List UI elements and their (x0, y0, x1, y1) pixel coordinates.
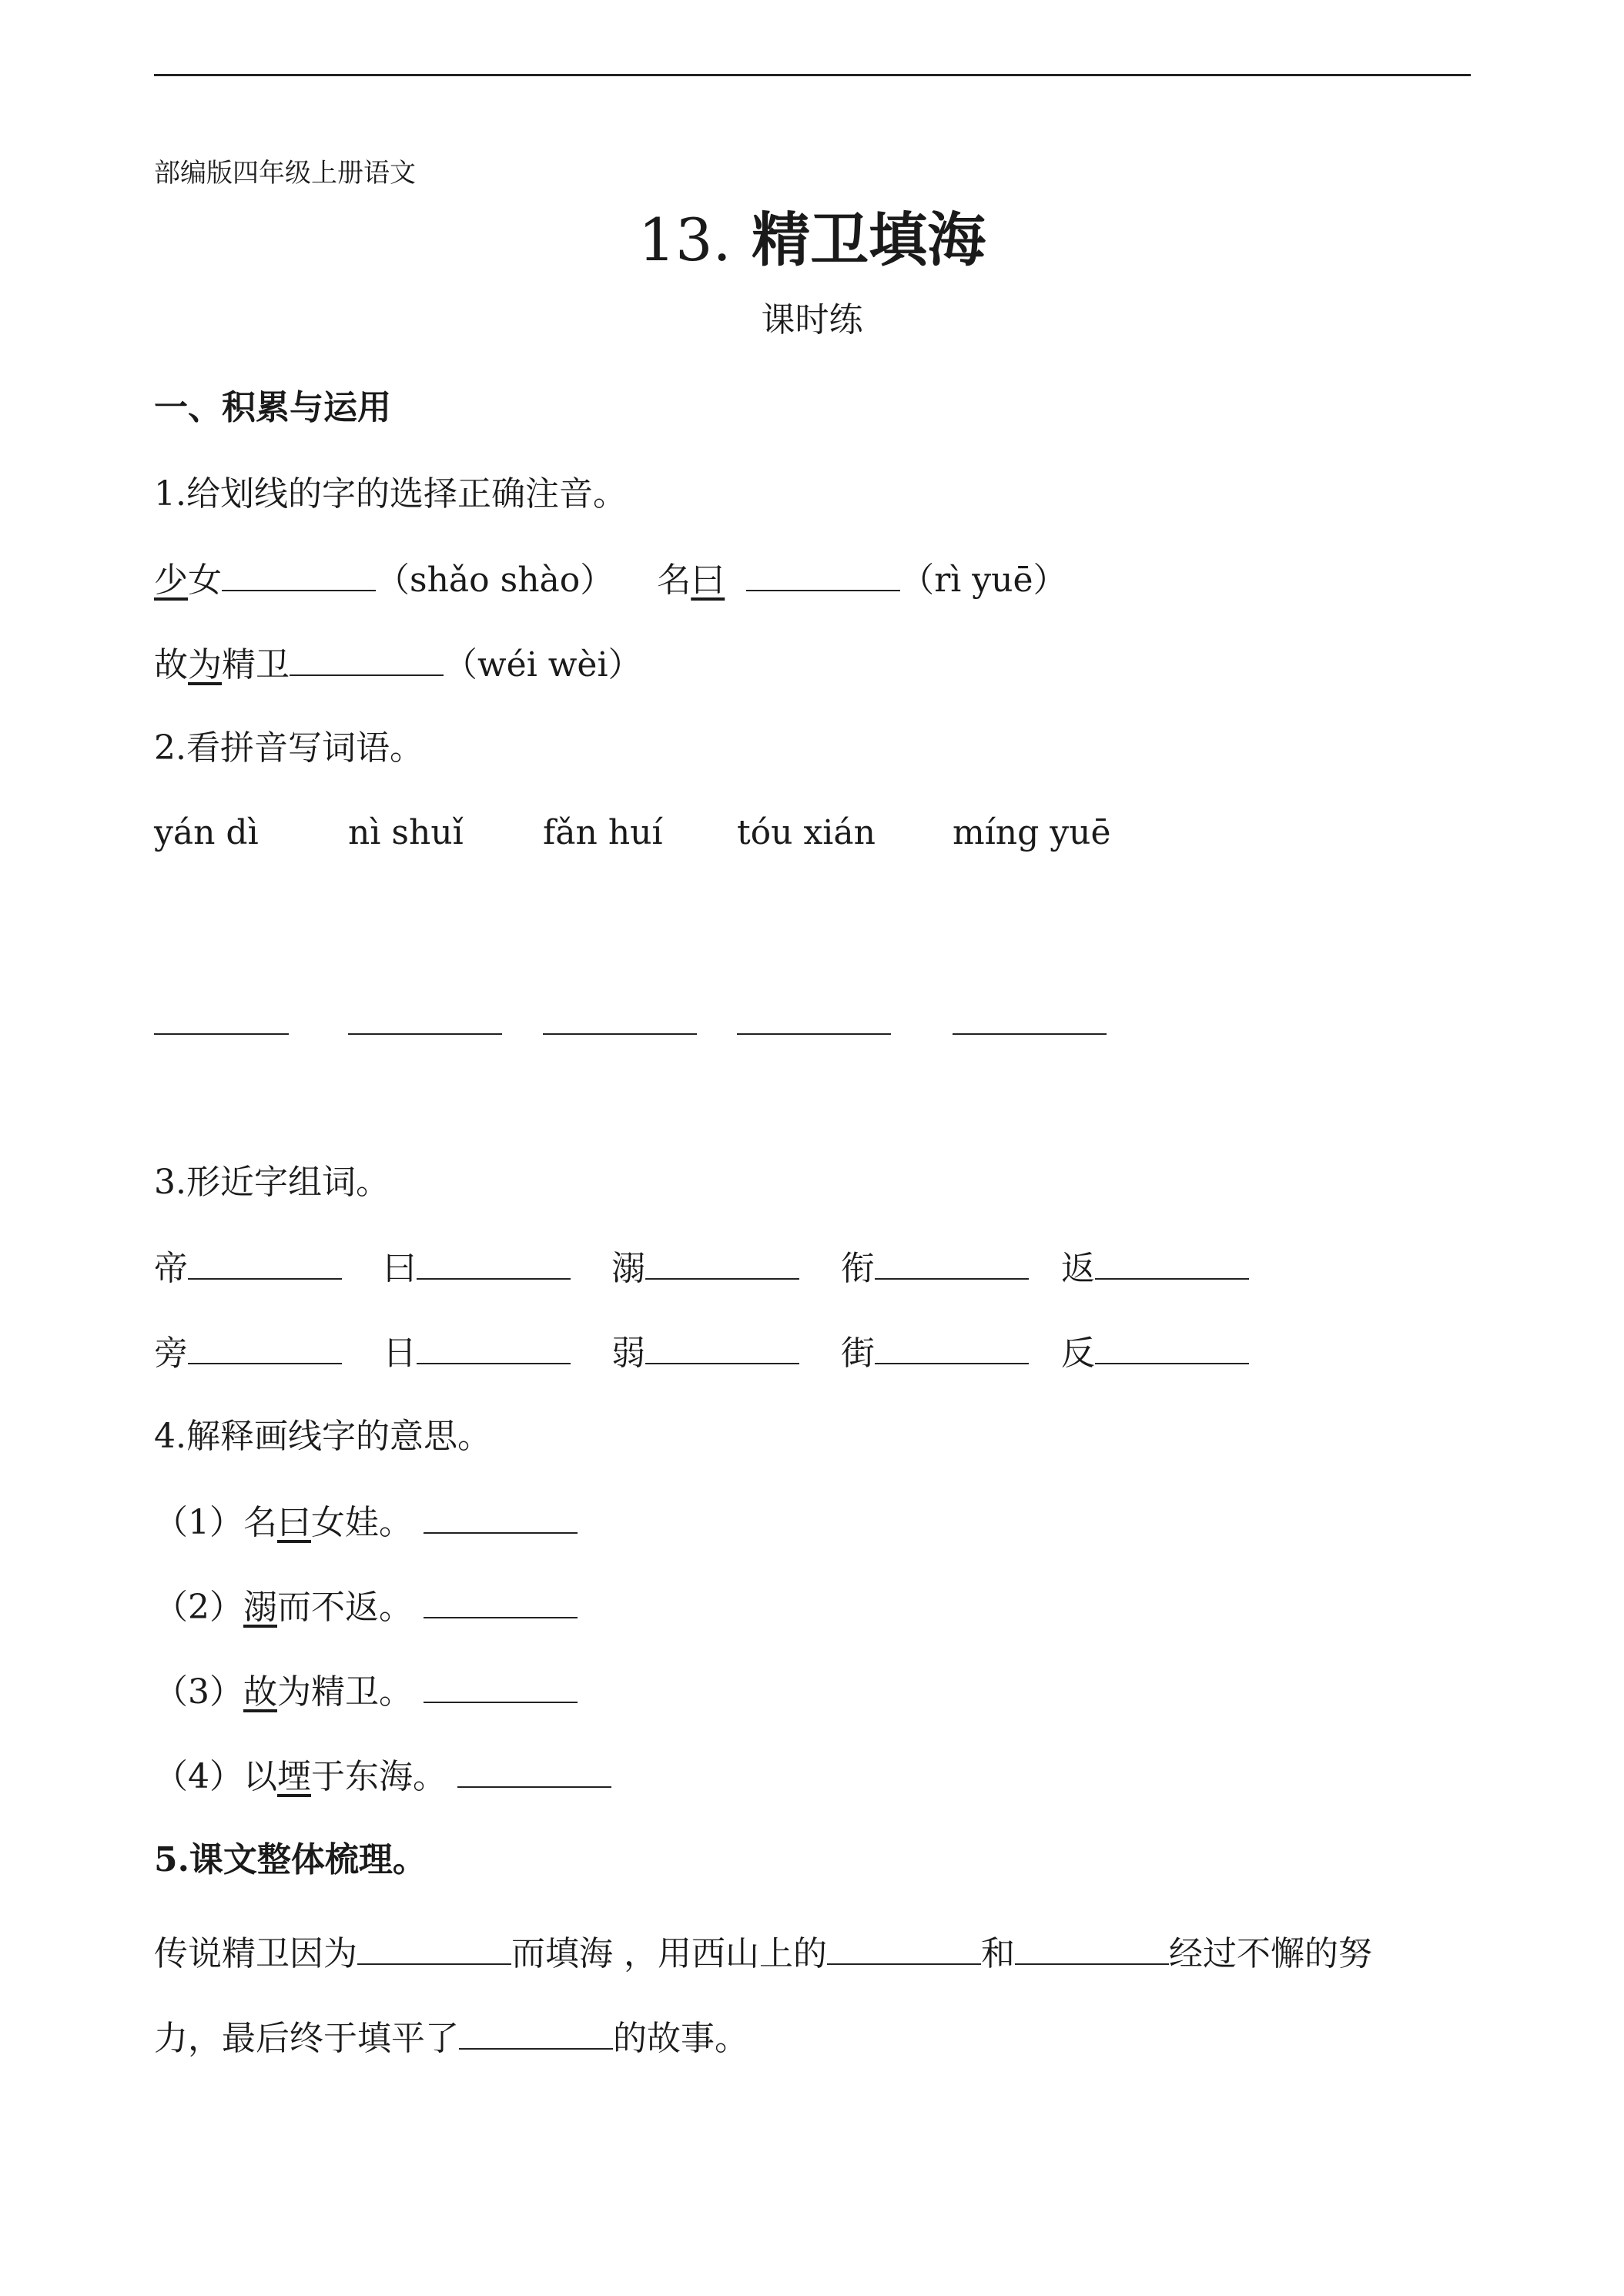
q1-options: （wéi wèi） (444, 645, 642, 684)
q1-item-pre: 故 (154, 645, 188, 684)
q3-pair (841, 1244, 1029, 1292)
q4-item (154, 1583, 578, 1631)
q5-line1 (154, 1930, 1372, 1977)
word-answer-line[interactable] (737, 1032, 891, 1035)
answer-blank[interactable] (424, 1583, 578, 1618)
q4-num: （3） (154, 1672, 243, 1712)
q3-pair (383, 1329, 571, 1377)
underlined-char: 曰 (691, 561, 725, 600)
q3-char: 衔 (841, 1249, 875, 1288)
answer-blank[interactable] (290, 641, 444, 676)
q5-seg: 和 (981, 1934, 1015, 1973)
q2-prompt: 2.看拼音写词语。 (154, 728, 424, 768)
answer-blank[interactable] (875, 1329, 1029, 1364)
underlined-char: 曰 (277, 1503, 311, 1542)
pinyin-item: yán dì (154, 813, 259, 852)
q1-options: （rì yuē） (900, 561, 1067, 600)
underlined-char: 溺 (243, 1588, 277, 1627)
q1-row2 (154, 641, 642, 688)
answer-blank[interactable] (746, 556, 900, 591)
q3-pair (611, 1244, 799, 1292)
q3-pair (154, 1244, 342, 1292)
answer-blank[interactable] (645, 1244, 799, 1280)
q5-seg: 的故事。 (613, 2019, 748, 2058)
q4-item (154, 1752, 611, 1800)
pinyin-item: tóu xián (737, 813, 876, 852)
q3-char: 反 (1061, 1334, 1095, 1373)
answer-blank[interactable] (459, 2014, 613, 2050)
q3-char: 旁 (154, 1334, 188, 1373)
answer-blank[interactable] (222, 556, 376, 591)
q1-item-pre: 名 (657, 561, 691, 600)
q3-char: 帝 (154, 1249, 188, 1288)
q4-post: 而不返。 (277, 1588, 413, 1627)
underlined-char: 堙 (277, 1757, 311, 1796)
top-rule (154, 74, 1471, 76)
q3-pair (383, 1244, 571, 1292)
answer-blank[interactable] (188, 1329, 342, 1364)
q4-item (154, 1498, 578, 1546)
q1-item-post: 女 (188, 561, 222, 600)
q4-post: 女娃。 (311, 1503, 413, 1542)
q3-char: 街 (841, 1334, 875, 1373)
section-heading: 一、积累与运用 (154, 388, 391, 427)
answer-blank[interactable] (457, 1752, 611, 1788)
pinyin-item: fǎn huí (543, 813, 663, 852)
answer-blank[interactable] (424, 1498, 578, 1534)
q5-seg: 经过不懈的努 (1169, 1934, 1372, 1973)
q3-prompt: 3.形近字组词。 (154, 1163, 390, 1202)
q1-prompt-text: 1.给划线的字的选择正确注音。 (154, 474, 627, 514)
q3-pair (611, 1329, 799, 1377)
q3-pair (1061, 1244, 1249, 1292)
q5-line2 (154, 2014, 748, 2062)
answer-blank[interactable] (188, 1244, 342, 1280)
q1-prompt (154, 471, 627, 517)
q5-seg: 传说精卫因为 (154, 1934, 357, 1973)
q4-pre: 名 (243, 1503, 277, 1542)
q4-prompt: 4.解释画线字的意思。 (154, 1417, 491, 1456)
underlined-char: 故 (243, 1672, 277, 1712)
q4-pre: 以 (243, 1757, 277, 1796)
q1-row1 (154, 556, 1067, 604)
word-answer-line[interactable] (348, 1032, 502, 1035)
answer-blank[interactable] (1095, 1244, 1249, 1280)
q4-post: 于东海。 (311, 1757, 447, 1796)
answer-blank[interactable] (417, 1244, 571, 1280)
answer-blank[interactable] (875, 1244, 1029, 1280)
q5-prompt-text: 5.课文整体梳理。 (154, 1840, 427, 1879)
title-number: 13. (638, 206, 732, 274)
word-answer-line[interactable] (953, 1032, 1107, 1035)
q3-pair (841, 1329, 1029, 1377)
q5-prompt (154, 1837, 427, 1883)
answer-blank[interactable] (357, 1930, 511, 1965)
answer-blank[interactable] (424, 1668, 578, 1703)
word-answer-line[interactable] (154, 1032, 289, 1035)
q3-char: 返 (1061, 1249, 1095, 1288)
q4-num: （1） (154, 1503, 243, 1542)
page-title (0, 202, 1624, 279)
q4-post: 为精卫。 (277, 1672, 413, 1712)
pinyin-item: míng yuē (953, 813, 1111, 852)
q5-seg: 而填海 ，用西山上的 (511, 1934, 827, 1973)
pinyin-item: nì shuǐ (348, 813, 464, 852)
answer-blank[interactable] (1095, 1329, 1249, 1364)
grade-label: 部编版四年级上册语文 (154, 158, 416, 189)
q3-char: 弱 (611, 1334, 645, 1373)
answer-blank[interactable] (645, 1329, 799, 1364)
word-answer-line[interactable] (543, 1032, 697, 1035)
underlined-char: 少 (154, 561, 188, 600)
q4-item (154, 1668, 578, 1715)
q4-num: （2） (154, 1588, 243, 1627)
q1-options: （shǎo shào） (376, 561, 614, 600)
q5-seg: 力，最后终于填平了 (154, 2019, 459, 2058)
q3-pair (154, 1329, 342, 1377)
underlined-char: 为 (188, 645, 222, 684)
q1-item-post: 精卫 (222, 645, 290, 684)
answer-blank[interactable] (417, 1329, 571, 1364)
q3-char: 溺 (611, 1249, 645, 1288)
q4-num: （4） (154, 1757, 243, 1796)
answer-blank[interactable] (1015, 1930, 1169, 1965)
q3-pair (1061, 1329, 1249, 1377)
subtitle: 课时练 (761, 300, 863, 340)
q3-char: 曰 (383, 1249, 417, 1288)
answer-blank[interactable] (827, 1930, 981, 1965)
title-text: 精卫填海 (752, 206, 986, 274)
q3-char: 日 (383, 1334, 417, 1373)
